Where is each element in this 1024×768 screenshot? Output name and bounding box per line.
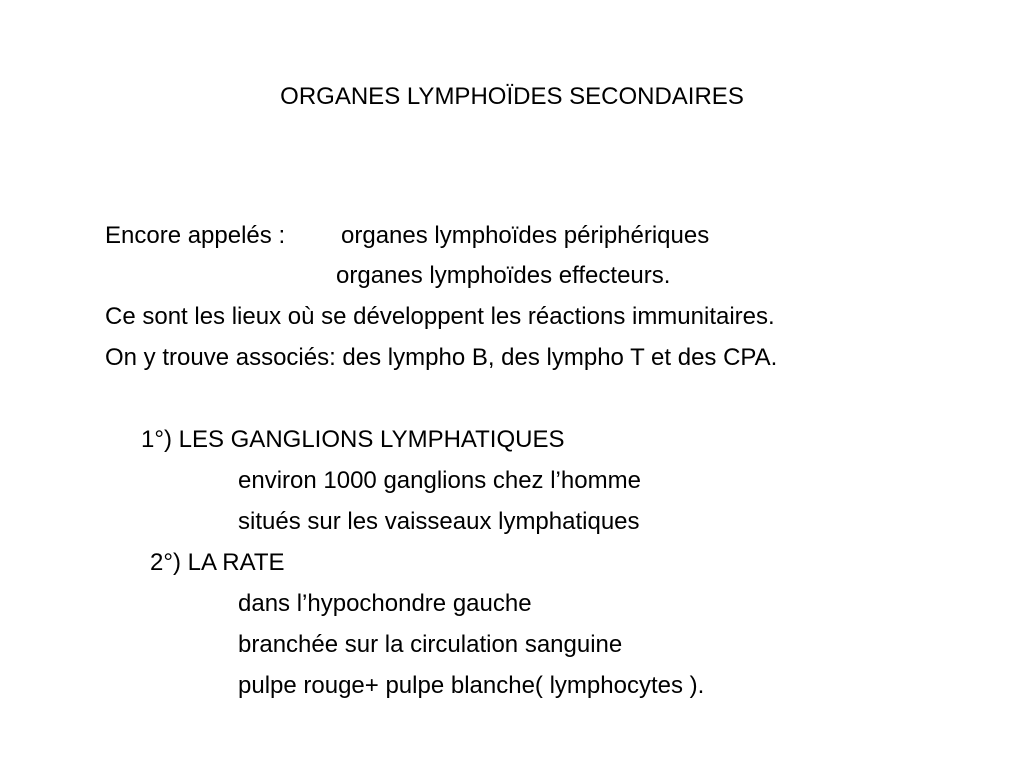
intro-synonym-effector: organes lymphoïdes effecteurs. [336,262,671,289]
paragraph-cells: On y trouve associés: des lympho B, des lympho T et des CPA. [105,344,778,371]
section-point: environ 1000 ganglions chez l’homme [238,467,641,494]
intro-label: Encore appelés : [105,222,286,249]
section-point: pulpe rouge+ pulpe blanche( lymphocytes ). [238,672,705,699]
section-point: branchée sur la circulation sanguine [238,631,623,658]
section-point: dans l’hypochondre gauche [238,590,532,617]
paragraph-reactions: Ce sont les lieux où se développent les réactions immunitaires. [105,303,775,330]
intro-synonym-peripheral: organes lymphoïdes périphériques [341,222,710,249]
section-heading-rate: 2°) LA RATE [150,549,285,576]
section-point: situés sur les vaisseaux lymphatiques [238,508,640,535]
section-heading-ganglions: 1°) LES GANGLIONS LYMPHATIQUES [141,426,565,453]
slide-title: ORGANES LYMPHOÏDES SECONDAIRES [280,83,744,110]
